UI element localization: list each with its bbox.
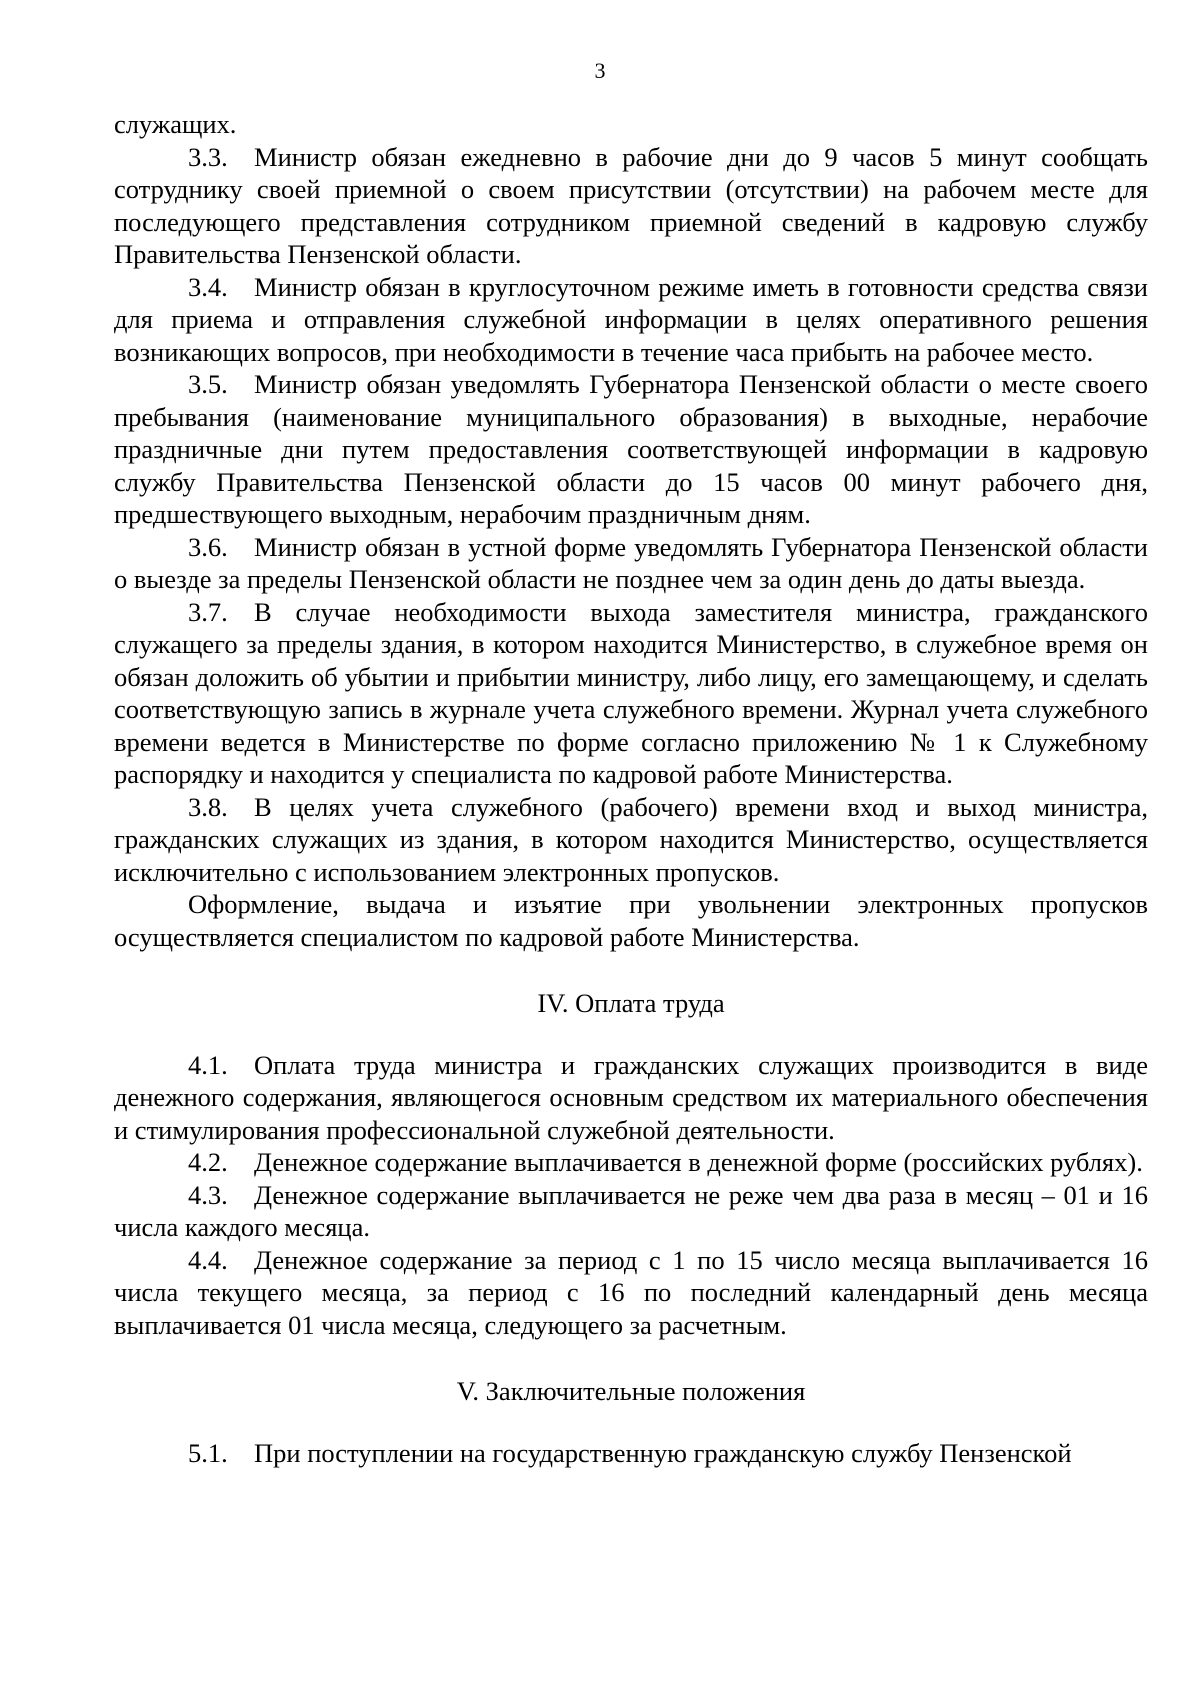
clause-4-2 — [114, 1146, 1148, 1179]
clause-number: 3.4. — [188, 271, 228, 302]
clause-3-6 — [114, 531, 1148, 596]
clause-text: Министр обязан в круглосуточном режиме иметь в готовности средства связи для приема и отправления служебной информации в целях оперативного решения возникающих вопросов, при необходимости в течение часа прибыть на рабочее место. — [114, 271, 1148, 367]
clause-number: 3.5. — [188, 369, 228, 399]
section-heading-4: IV. Оплата труда — [537, 988, 725, 1018]
clause-number: 4.4. — [188, 1244, 228, 1275]
clause-number: 4.1. — [188, 1049, 228, 1080]
paragraph-text: служащих. — [114, 109, 237, 139]
clause-text: Оплата труда министра и гражданских служащих производится в виде денежного содержания, являющегося основным средством их материального обеспечения и стимулирования профессиональной служебной деятельности. — [114, 1049, 1148, 1145]
clause-number: 4.3. — [188, 1179, 228, 1210]
clause-number: 3.3. — [188, 141, 228, 172]
clause-number: 4.2. — [188, 1147, 228, 1177]
clause-4-3 — [114, 1179, 1148, 1244]
clause-3-3 — [114, 141, 1148, 271]
clause-3-4 — [114, 271, 1148, 369]
clause-text: Министр обязан уведомлять Губернатора Пензенской области о месте своего пребывания (наименование муниципального образования) в выходные, нерабочие праздничные дни путем предоставления соответствующей информации в кадровую службу Правительства Пензенской области до 15 часов 00 минут рабочего дня, предшествующего выходным, нерабочим праздничным дням. — [114, 369, 1148, 529]
clause-text: Денежное содержание выплачивается в денежной форме (российских рублях). — [254, 1147, 1143, 1177]
clause-3-8 — [114, 791, 1148, 889]
clause-number: 3.8. — [188, 791, 228, 822]
clause-number: 3.6. — [188, 531, 228, 562]
clause-number: 5.1. — [188, 1437, 228, 1468]
clause-text: Денежное содержание за период с 1 по 15 число месяца выплачивается 16 числа текущего месяца, за период с 16 по последний календарный день месяца выплачивается 01 числа месяца, следующего за расчетным. — [114, 1244, 1148, 1340]
clause-4-1 — [114, 1049, 1148, 1147]
clause-text: Министр обязан в устной форме уведомлять Губернатора Пензенской области о выезде за пределы Пензенской области не позднее чем за один день до даты выезда. — [114, 531, 1148, 594]
clause-text: При поступлении на государственную гражданскую службу Пензенской — [254, 1437, 1072, 1468]
paragraph — [114, 108, 1148, 141]
clause-text: В случае необходимости выхода заместителя министра, гражданского служащего за пределы здания, в котором находится Министерство, в служебное время он обязан доложить об убытии и прибытии министру, либо лицу, его замещающему, и сделать соответствующую запись в журнале учета служебного времени. Журнал учета служебного времени ведется в Министерстве по форме согласно приложению № 1 к Служебному распорядку и находится у специалиста по кадровой работе Министерства. — [114, 596, 1148, 789]
clause-3-5 — [114, 368, 1148, 531]
paragraph-text: Оформление, выдача и изъятие при увольнении электронных пропусков осуществляется специалистом по кадровой работе Министерства. — [114, 889, 1148, 952]
clause-3-7 — [114, 596, 1148, 791]
clause-5-1 — [114, 1437, 1148, 1470]
clause-4-4 — [114, 1244, 1148, 1342]
page-number: 3 — [594, 58, 606, 83]
clause-number: 3.7. — [188, 596, 228, 627]
section-heading-5: V. Заключительные положения — [456, 1376, 806, 1406]
paragraph — [114, 888, 1148, 953]
clause-text: Министр обязан ежедневно в рабочие дни до 9 часов 5 минут сообщать сотруднику своей приемной о своем присутствии (отсутствии) на рабочем месте для последующего представления сотрудником приемной сведений в кадровую службу Правительства Пензенской области. — [114, 141, 1148, 269]
clause-text: В целях учета служебного (рабочего) времени вход и выход министра, гражданских служащих из здания, в котором находится Министерство, осуществляется исключительно с использованием электронных пропусков. — [114, 791, 1148, 887]
clause-text: Денежное содержание выплачивается не реже чем два раза в месяц – 01 и 16 числа каждого месяца. — [114, 1179, 1148, 1242]
document-body — [114, 108, 1148, 1469]
